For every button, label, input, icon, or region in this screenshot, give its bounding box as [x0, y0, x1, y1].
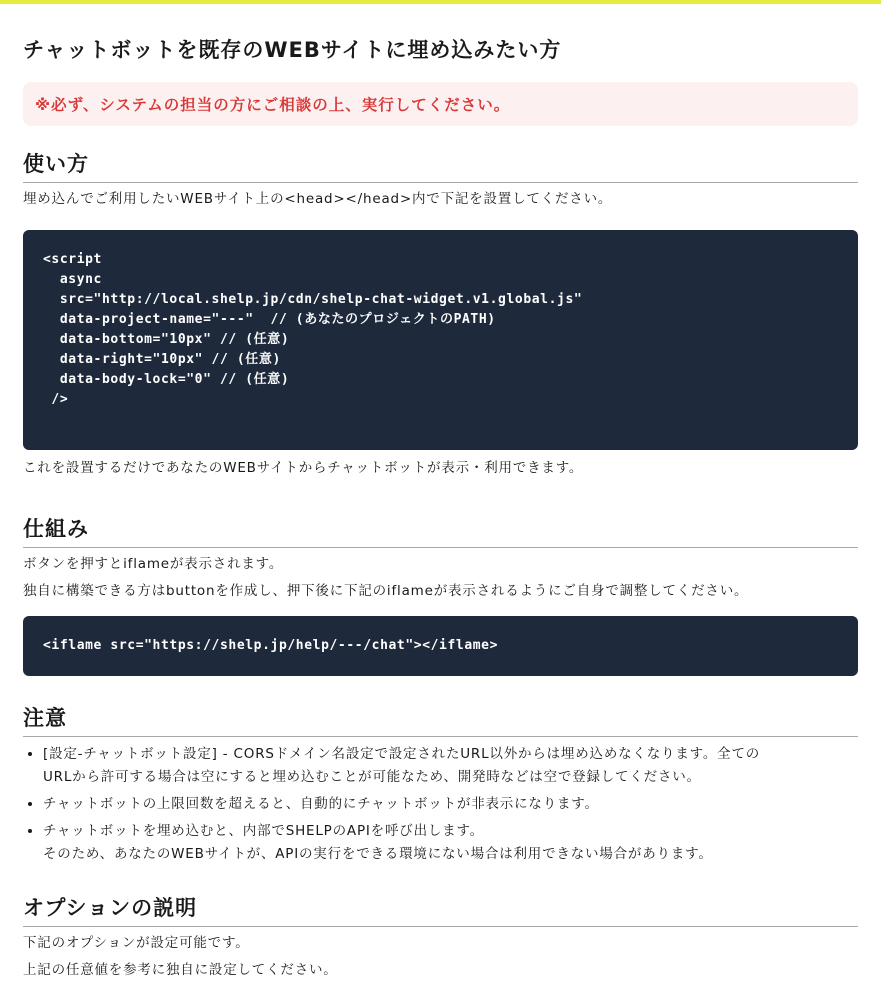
mechanism-line-2: 独自に構築できる方はbuttonを作成し、押下後に下記のiflameが表示されるようにご自身で調整してください。 — [23, 583, 749, 599]
options-section — [23, 892, 858, 981]
usage-heading: 使い方 — [23, 148, 858, 183]
code-line: /> — [43, 392, 69, 407]
options-intro: 下記のオプションが設定可能です。 — [23, 935, 250, 951]
list-item-line: URLから許可する場合は空にすると埋め込むことが可能なため、開発時などは空で登録してください。 — [43, 769, 701, 785]
options-intro-2: 上記の任意値を参考に独自に設定してください。 — [23, 962, 338, 978]
caution-list — [23, 743, 858, 866]
top-accent-bar — [0, 0, 881, 4]
iframe-code-block[interactable] — [23, 616, 858, 676]
mechanism-heading: 仕組み — [23, 513, 858, 548]
code-line: async — [43, 272, 102, 287]
code-line: data-bottom="10px" // (任意) — [43, 332, 290, 347]
code-line: data-right="10px" // (任意) — [43, 352, 281, 367]
warning-alert: ※必ず、システムの担当の方にご相談の上、実行してください。 — [23, 82, 858, 126]
mechanism-line-1: ボタンを押すとiflameが表示されます。 — [23, 556, 284, 572]
caution-heading: 注意 — [23, 702, 858, 737]
code-line: <iflame src="https://shelp.jp/help/---/chat"></iflame> — [43, 638, 499, 653]
usage-outro: これを設置するだけであなたのWEBサイトからチャットボットが表示・利用できます。 — [23, 460, 584, 476]
list-item — [43, 820, 858, 866]
mechanism-section — [23, 513, 858, 676]
list-item-line: • チャットボットを埋め込むと、内部でSHELPのAPIを呼び出します。 — [43, 823, 484, 839]
code-line: data-body-lock="0" // (任意) — [43, 372, 290, 387]
embed-code-block[interactable] — [23, 230, 858, 450]
list-item — [43, 743, 858, 789]
page-title: チャットボットを既存のWEBサイトに埋め込みたい方 — [23, 38, 562, 62]
usage-section — [23, 148, 858, 479]
caution-section — [23, 702, 858, 866]
list-item-line: • チャットボットの上限回数を超えると、自動的にチャットボットが非表示になります。 — [43, 796, 599, 812]
options-heading: オプションの説明 — [23, 892, 858, 927]
code-line: data-project-name="---" // (あなたのプロジェクトのPATH) — [43, 312, 496, 327]
code-line: src="http://local.shelp.jp/cdn/shelp-chat-widget.v1.global.js" — [43, 292, 583, 307]
code-line: <script — [43, 252, 102, 267]
list-item-line: そのため、あなたのWEBサイトが、APIの実行をできる環境にない場合は利用できない場合があります。 — [43, 846, 713, 862]
list-item-line: • [設定-チャットボット設定] - CORSドメイン名設定で設定されたURL以外からは埋め込めなくなります。全ての — [43, 746, 761, 762]
usage-intro: 埋め込んでご利用したいWEBサイト上の<head></head>内で下記を設置してください。 — [23, 191, 613, 207]
list-item — [43, 793, 858, 816]
main-content — [0, 34, 881, 981]
